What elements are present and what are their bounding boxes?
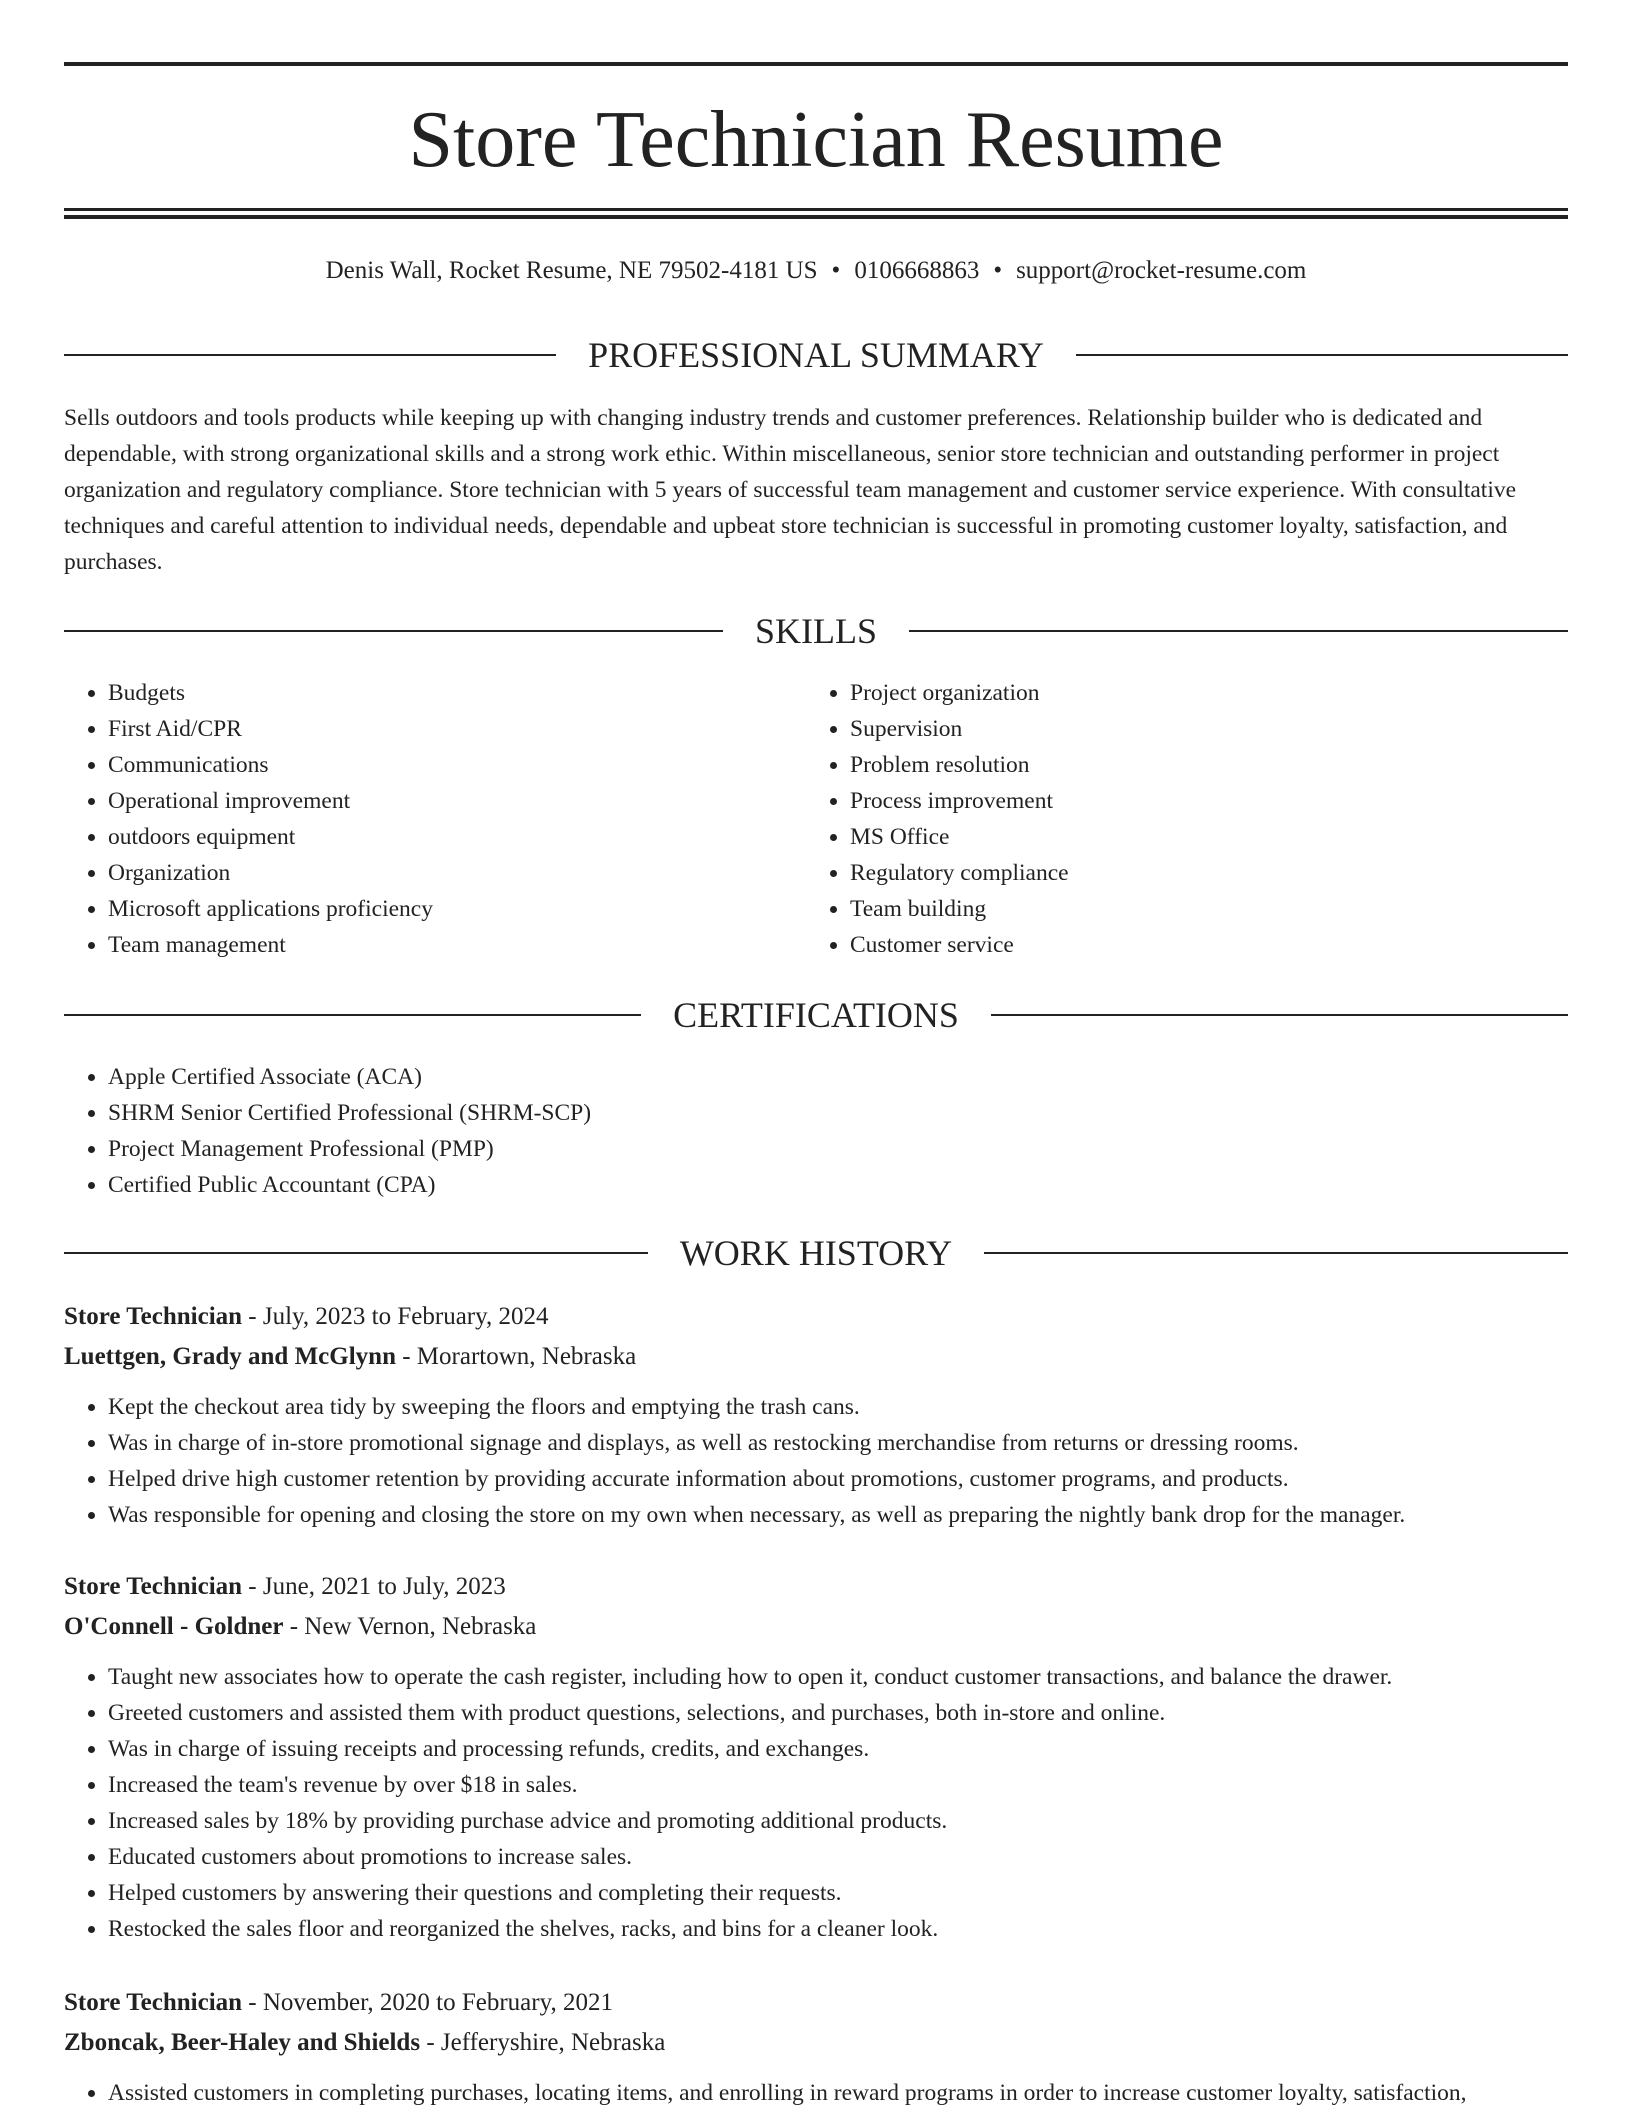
job-company-line [64, 1607, 1568, 1647]
certification-item: • Certified Public Accountant (CPA) [108, 1167, 1568, 1203]
heading-rule-right [984, 1252, 1568, 1254]
job-bullet: • Was responsible for opening and closing the store on my own when necessary, as well as preparing the nightly bank drop for the manager. [108, 1497, 1568, 1533]
summary-heading-label: PROFESSIONAL SUMMARY [588, 335, 1044, 375]
job-company: O'Connell - Goldner [64, 1613, 284, 1640]
title-rule-lower [64, 215, 1568, 219]
skill-item: • Customer service [850, 927, 1506, 963]
work-history-heading [64, 1231, 1568, 1275]
skill-item: • Supervision [850, 711, 1506, 747]
skill-item: • MS Office [850, 819, 1506, 855]
job-bullet: • Restocked the sales floor and reorganized the shelves, racks, and bins for a cleaner look. [108, 1911, 1568, 1947]
job-role: Store Technician [64, 1303, 243, 1330]
contact-phone: 0106668863 [854, 257, 980, 284]
job-bullet: • Educated customers about promotions to increase sales. [108, 1839, 1568, 1875]
skill-item: • Microsoft applications proficiency [108, 891, 764, 927]
heading-rule-right [991, 1014, 1568, 1016]
contact-separator: • [993, 257, 1003, 284]
job-bullet: • Helped drive high customer retention by providing accurate information about promotions, customer programs, and products. [108, 1461, 1568, 1497]
skills-column-right [806, 675, 1506, 963]
heading-rule-right [1076, 354, 1568, 356]
skill-item: • Process improvement [850, 783, 1506, 819]
work-entry [64, 1983, 1568, 2111]
work-history-heading-label: WORK HISTORY [679, 1233, 953, 1273]
job-location: - New Vernon, Nebraska [283, 1613, 537, 1640]
job-bullet: • Increased the team's revenue by over $18 in sales. [108, 1767, 1568, 1803]
work-entry [64, 1567, 1568, 1947]
work-entry [64, 1297, 1568, 1533]
skill-item: • Project organization [850, 675, 1506, 711]
contact-separator: • [831, 257, 841, 284]
job-company: Zboncak, Beer-Haley and Shields [64, 2029, 421, 2056]
job-dates: - November, 2020 to February, 2021 [242, 1989, 613, 2016]
skill-item: • Communications [108, 747, 764, 783]
skill-item: • Organization [108, 855, 764, 891]
skill-item: • Team management [108, 927, 764, 963]
top-rule [64, 62, 1568, 66]
heading-rule-left [64, 1014, 641, 1016]
contact-line [64, 254, 1568, 288]
heading-rule-left [64, 1252, 648, 1254]
heading-rule-right [909, 630, 1568, 632]
certification-item: • Apple Certified Associate (ACA) [108, 1059, 1568, 1095]
certification-item: • Project Management Professional (PMP) [108, 1131, 1568, 1167]
job-bullet: • Assisted customers in completing purchases, locating items, and enrolling in reward programs in order to increase customer loyalty, satisfaction, [108, 2075, 1568, 2111]
job-title-line [64, 1983, 1568, 2023]
job-dates: - July, 2023 to February, 2024 [242, 1303, 549, 1330]
summary-heading [64, 333, 1568, 377]
title-rule-upper [64, 208, 1568, 211]
skill-item: • Budgets [108, 675, 764, 711]
job-role: Store Technician [64, 1573, 243, 1600]
page-title: Store Technician Resume [408, 96, 1224, 184]
job-bullet: • Taught new associates how to operate the cash register, including how to open it, conduct customer transactions, and balance the drawer. [108, 1659, 1568, 1695]
certifications-heading [64, 993, 1568, 1037]
skill-item: • Problem resolution [850, 747, 1506, 783]
skill-item: • outdoors equipment [108, 819, 764, 855]
job-bullet: • Increased sales by 18% by providing purchase advice and promoting additional products. [108, 1803, 1568, 1839]
job-title-line [64, 1297, 1568, 1337]
contact-email: support@rocket-resume.com [1016, 257, 1307, 284]
job-location: - Jefferyshire, Nebraska [420, 2029, 666, 2056]
job-bullet: • Was in charge of issuing receipts and processing refunds, credits, and exchanges. [108, 1731, 1568, 1767]
job-location: - Morartown, Nebraska [395, 1343, 637, 1370]
heading-rule-left [64, 354, 556, 356]
skill-item: • Regulatory compliance [850, 855, 1506, 891]
skill-item: • Operational improvement [108, 783, 764, 819]
job-company-line [64, 2023, 1568, 2063]
heading-rule-left [64, 630, 723, 632]
job-company: Luettgen, Grady and McGlynn [64, 1343, 396, 1370]
certification-item: • SHRM Senior Certified Professional (SHRM-SCP) [108, 1095, 1568, 1131]
job-title-line [64, 1567, 1568, 1607]
job-bullet: • Was in charge of in-store promotional signage and displays, as well as restocking merchandise from returns or dressing rooms. [108, 1425, 1568, 1461]
job-bullet: • Kept the checkout area tidy by sweeping the floors and emptying the trash cans. [108, 1389, 1568, 1425]
skills-column-left [64, 675, 764, 963]
job-company-line [64, 1337, 1568, 1377]
job-role: Store Technician [64, 1989, 243, 2016]
job-bullet: • Greeted customers and assisted them with product questions, selections, and purchases, both in-store and online. [108, 1695, 1568, 1731]
contact-address: Denis Wall, Rocket Resume, NE 79502-4181 US [325, 257, 818, 284]
skills-heading-label: SKILLS [755, 611, 878, 651]
skill-item: • First Aid/CPR [108, 711, 764, 747]
certifications-list [64, 1059, 1568, 1203]
professional-summary: Sells outdoors and tools products while keeping up with changing industry trends and customer preferences. Relationship builder who is dedicated and dependable, with strong organizational skills and a strong work ethic. Within miscellaneous, senior store technician and outstanding performer in project organization and regulatory compliance. Store technician with 5 years of successful team management and customer service experience. With consultative techniques and careful attention to individual needs, dependable and upbeat store technician is successful in promoting customer loyalty, satisfaction, and purchases. [64, 405, 1517, 575]
skills-heading [64, 609, 1568, 653]
skill-item: • Team building [850, 891, 1506, 927]
job-dates: - June, 2021 to July, 2023 [242, 1573, 506, 1600]
certifications-heading-label: CERTIFICATIONS [673, 995, 959, 1035]
job-bullet: • Helped customers by answering their questions and completing their requests. [108, 1875, 1568, 1911]
